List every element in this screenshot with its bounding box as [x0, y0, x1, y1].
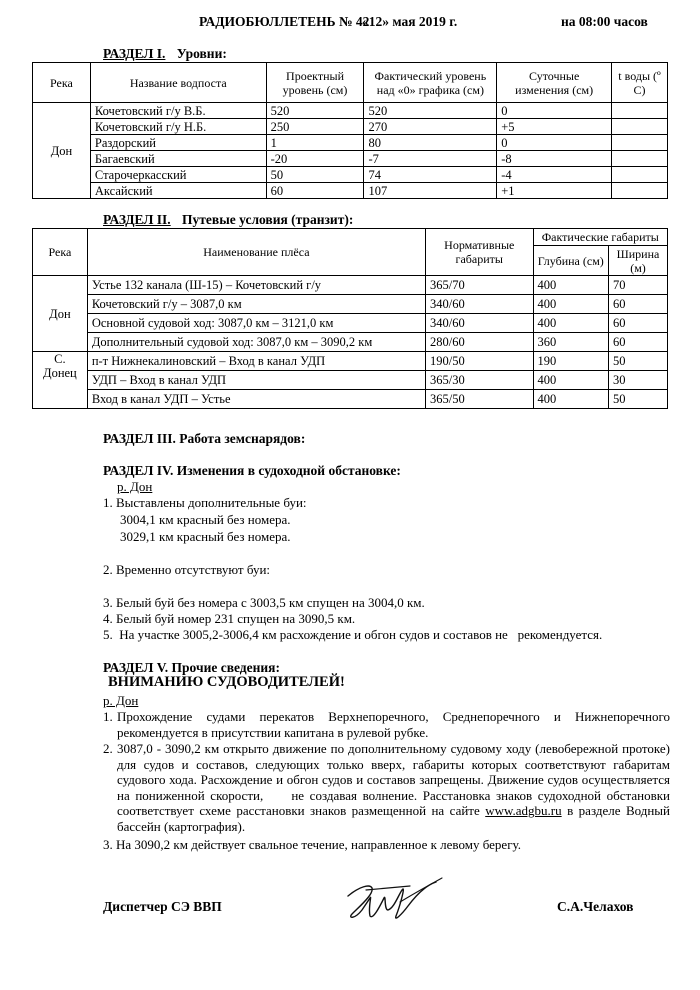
transit-river-don: Дон — [33, 276, 88, 352]
section2-heading-num: РАЗДЕЛ II. — [103, 212, 171, 227]
transit-norm: 280/60 — [425, 333, 533, 352]
section2-heading — [103, 212, 353, 228]
transit-depth: 400 — [533, 314, 608, 333]
section5-p2-num: 2. — [103, 741, 113, 756]
transit-col-depth: Глубина (см) — [533, 246, 608, 276]
levels-design: -20 — [266, 151, 364, 167]
transit-norm: 340/60 — [425, 314, 533, 333]
transit-col-name: Наименование плёса — [87, 229, 425, 276]
transit-col-actual: Фактические габариты — [533, 229, 667, 246]
levels-river: Дон — [33, 103, 91, 199]
levels-col-temp: t воды (º C) — [612, 63, 668, 103]
transit-width: 60 — [609, 333, 668, 352]
section4-item4: 4. Белый буй номер 231 спущен на 3090,5 км. — [103, 611, 356, 626]
section5-heading: РАЗДЕЛ V. Прочие сведения: — [103, 660, 280, 675]
levels-temp — [612, 119, 668, 135]
section5-p1-num: 1. — [103, 709, 113, 724]
section4-item1: 1. Выставлены дополнительные буи: — [103, 495, 307, 510]
transit-river-donets: С. Донец — [33, 352, 88, 409]
levels-design: 50 — [266, 167, 364, 183]
transit-width: 50 — [609, 352, 668, 371]
table-row: Дополнительный судовой ход: 3087,0 км – 3090,2 км — [87, 333, 425, 352]
levels-col-design: Проектный уровень (см) — [266, 63, 364, 103]
section4-river: р. Дон — [117, 479, 153, 494]
transit-width: 30 — [609, 371, 668, 390]
transit-norm: 365/50 — [425, 390, 533, 409]
bulletin-date: «12» мая 2019 г. — [362, 14, 458, 29]
table-row: Кочетовский г/у В.Б. — [90, 103, 266, 119]
levels-actual: 270 — [364, 119, 497, 135]
levels-actual: 107 — [364, 183, 497, 199]
table-row: УДП – Вход в канал УДП — [87, 371, 425, 390]
transit-width: 50 — [609, 390, 668, 409]
table-row: п-т Нижнекалиновский – Вход в канал УДП — [87, 352, 425, 371]
transit-table — [32, 228, 668, 409]
transit-width: 60 — [609, 295, 668, 314]
table-row: Основной судовой ход: 3087,0 км – 3121,0 км — [87, 314, 425, 333]
transit-norm: 190/50 — [425, 352, 533, 371]
section1-heading-text: Уровни: — [176, 46, 227, 61]
levels-design: 250 — [266, 119, 364, 135]
levels-change: +5 — [497, 119, 612, 135]
section4-item3: 3. Белый буй без номера с 3003,5 км спущен на 3004,0 км. — [103, 595, 425, 610]
table-row: Аксайский — [90, 183, 266, 199]
section5-river: р. Дон — [103, 693, 139, 708]
levels-temp — [612, 103, 668, 119]
transit-width: 60 — [609, 314, 668, 333]
levels-change: 0 — [497, 103, 612, 119]
section1-heading-num: РАЗДЕЛ I. — [103, 46, 166, 61]
section5-p2-text-end: в разделе Водный бассейн (картография). — [117, 803, 674, 834]
table-row: Кочетовский г/у Н.Б. — [90, 119, 266, 135]
bulletin-title: РАДИОБЮЛЛЕТЕНЬ № 42 — [199, 14, 370, 29]
section4-item1-a: 3004,1 км красный без номера. — [120, 512, 291, 527]
section4-heading: РАЗДЕЛ IV. Изменения в судоходной обстановке: — [103, 463, 401, 478]
section5-p3: 3. На 3090,2 км действует свальное течение, направленное к левому берегу. — [103, 837, 521, 852]
section4-item2: 2. Временно отсутствуют буи: — [103, 562, 271, 577]
transit-norm: 365/30 — [425, 371, 533, 390]
section4-item5: 5. На участке 3005,2-3006,4 км расхождение и обгон судов и составов не рекомендуется. — [103, 627, 603, 642]
transit-width: 70 — [609, 276, 668, 295]
table-row: Вход в канал УДП – Устье — [87, 390, 425, 409]
section1-heading — [103, 46, 227, 62]
levels-design: 520 — [266, 103, 364, 119]
levels-actual: 74 — [364, 167, 497, 183]
transit-depth: 400 — [533, 371, 608, 390]
website-link[interactable]: www.adgbu.ru — [485, 803, 562, 819]
transit-norm: 340/60 — [425, 295, 533, 314]
section5-p1: Прохождение судами перекатов Верхнепоречного, Среднепоречного и Нижнепоречного рекомендуется в присутствии капитана в рулевой рубке. — [117, 709, 670, 740]
levels-change: -4 — [497, 167, 612, 183]
transit-depth: 400 — [533, 276, 608, 295]
table-row: Кочетовский г/у – 3087,0 км — [87, 295, 425, 314]
levels-actual: 520 — [364, 103, 497, 119]
transit-depth: 190 — [533, 352, 608, 371]
transit-depth: 360 — [533, 333, 608, 352]
transit-col-width: Ширина (м) — [609, 246, 668, 276]
levels-temp — [612, 167, 668, 183]
transit-col-norm: Нормативные габариты — [425, 229, 533, 276]
transit-col-river: Река — [33, 229, 88, 276]
levels-actual: -7 — [364, 151, 497, 167]
levels-change: +1 — [497, 183, 612, 199]
section4-item1-b: 3029,1 км красный без номера. — [120, 529, 291, 544]
table-row: Устье 132 канала (Ш-15) – Кочетовский г/у — [87, 276, 425, 295]
levels-actual: 80 — [364, 135, 497, 151]
table-row: Багаевский — [90, 151, 266, 167]
levels-design: 1 — [266, 135, 364, 151]
table-row: Раздорский — [90, 135, 266, 151]
section5-p2-text: 3087,0 - 3090,2 км открыто движение по дополнительному судовому ходу (левобережной протоке) для судов и составов, следующих только вверх, габариты которых соответствуют габаритам судового хода. Расхождение и обгон судов и составов запрещены. Движение судов осуществляется на пониженной скорости, не создавая волнение. Расстановка знаков судоходной обстановки соответствует схеме расстановки знаков размещенной на сайте — [117, 741, 674, 819]
table-row: Старочеркасский — [90, 167, 266, 183]
transit-depth: 400 — [533, 390, 608, 409]
dispatcher-name: С.А.Челахов — [557, 899, 634, 914]
levels-temp — [612, 135, 668, 151]
dispatcher-label: Диспетчер СЭ ВВП — [103, 899, 222, 914]
levels-change: -8 — [497, 151, 612, 167]
levels-design: 60 — [266, 183, 364, 199]
levels-temp — [612, 151, 668, 167]
section2-heading-text: Путевые условия (транзит): — [182, 212, 354, 227]
levels-col-river: Река — [33, 63, 91, 103]
attention-heading: ВНИМАНИЮ СУДОВОДИТЕЛЕЙ! — [108, 674, 345, 690]
transit-norm: 365/70 — [425, 276, 533, 295]
levels-col-change: Суточные изменения (см) — [497, 63, 612, 103]
levels-col-actual: Фактический уровень над «0» графика (см) — [364, 63, 497, 103]
levels-table — [32, 62, 668, 199]
bulletin-time: на 08:00 часов — [561, 14, 648, 29]
transit-depth: 400 — [533, 295, 608, 314]
levels-change: 0 — [497, 135, 612, 151]
section3-heading: РАЗДЕЛ III. Работа земснарядов: — [103, 431, 306, 446]
section5-p2 — [117, 741, 674, 835]
signature-image — [340, 876, 450, 926]
levels-col-post: Название водпоста — [90, 63, 266, 103]
levels-temp — [612, 183, 668, 199]
